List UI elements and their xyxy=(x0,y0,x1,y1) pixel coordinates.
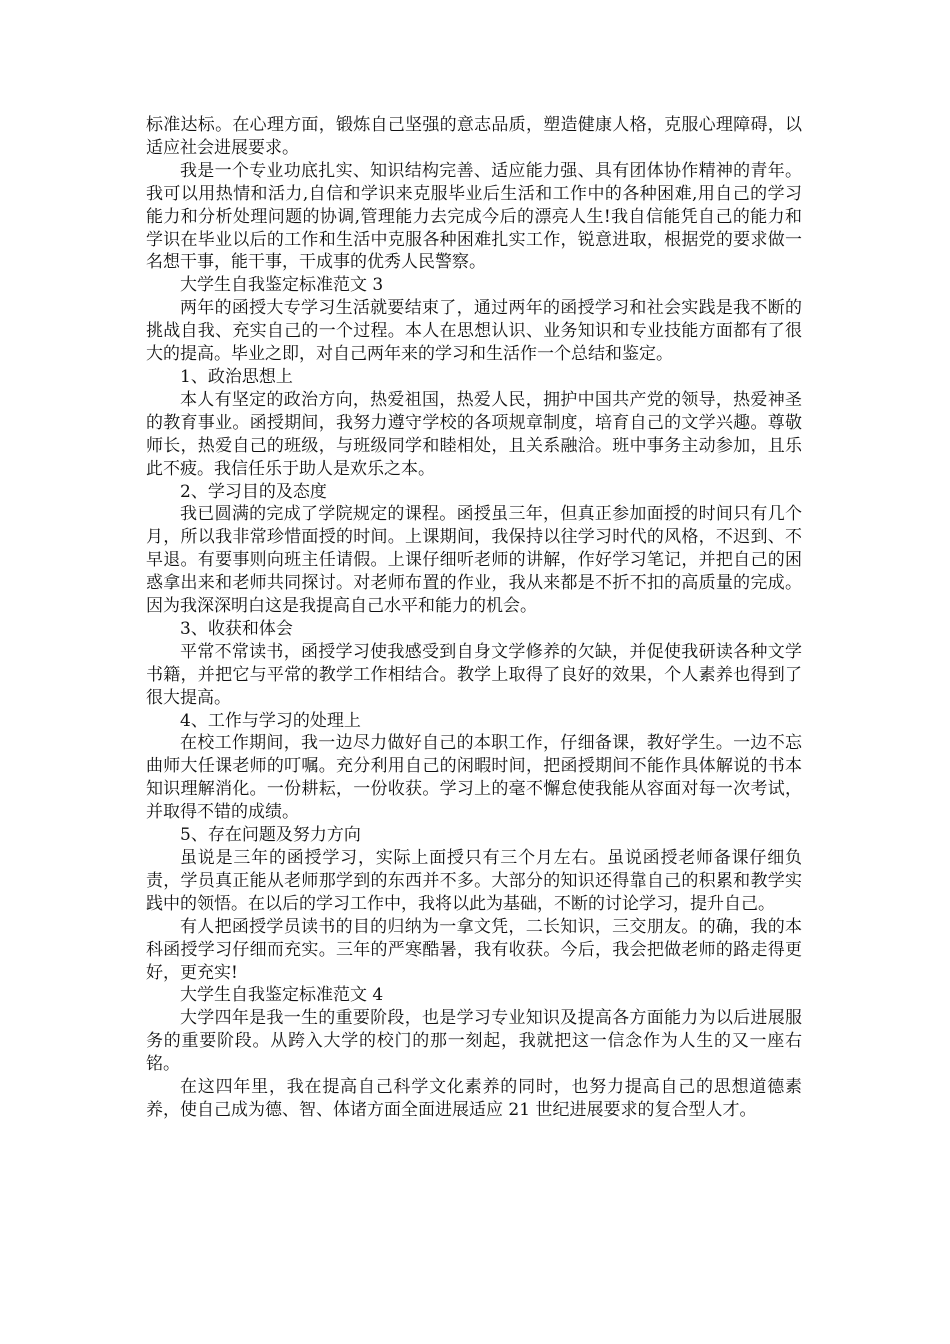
document-page xyxy=(146,114,802,1122)
subheading-problems: 5、存在问题及努力方向 xyxy=(180,825,361,846)
paragraph-7: 在校工作期间，我一边尽力做好自己的本职工作，仔细备课，教好学生。一边不忘曲师大任课老师的叮嘱。充分利用自己的闲暇时间，把函授期间不能作具体解说的书本知识理解消化。一份耕耘，一份收获。学习上的毫不懈怠使我能从容面对每一次考试，并取得不错的成绩。 xyxy=(146,733,802,823)
paragraph-4: 本人有坚定的政治方向，热爱祖国，热爱人民，拥护中国共产党的领导，热爱神圣的教育事业。函授期间，我努力遵守学校的各项规章制度，培育自己的文学兴趣。尊敬师长，热爱自己的班级，与班级同学和睦相处，且关系融洽。班中事务主动参加，且乐此不疲。我信任乐于助人是欢乐之本。 xyxy=(146,389,802,479)
paragraph-11: 在这四年里，我在提高自己科学文化素养的同时，也努力提高自己的思想道德素养，使自己成为德、智、体诸方面全面进展适应 21 世纪进展要求的复合型人才。 xyxy=(146,1077,802,1120)
section-heading-3: 大学生自我鉴定标准范文 3 xyxy=(180,275,384,296)
section-heading-4: 大学生自我鉴定标准范文 4 xyxy=(180,985,384,1006)
paragraph-1: 标准达标。在心理方面，锻炼自己坚强的意志品质，塑造健康人格，克服心理障碍，以适应社会进展要求。 xyxy=(146,115,802,158)
paragraph-2: 我是一个专业功底扎实、知识结构完善、适应能力强、具有团体协作精神的青年。我可以用热情和活力,自信和学识来克服毕业后生活和工作中的各种困难,用自己的学习能力和分析处理问题的协调,管理能力去完成今后的漂亮人生!我自信能凭自己的能力和学识在毕业以后的工作和生活中克服各种困难扎实工作，锐意进取，根据党的要求做一名想干事，能干事，干成事的优秀人民警察。 xyxy=(146,160,802,273)
subheading-study-attitude: 2、学习目的及态度 xyxy=(180,481,327,502)
subheading-work-study: 4、工作与学习的处理上 xyxy=(180,710,361,731)
paragraph-5: 我已圆满的完成了学院规定的课程。函授虽三年，但真正参加面授的时间只有几个月，所以我非常珍惜面授的时间。上课期间，我保持以往学习时代的风格，不迟到、不早退。有要事则向班主任请假。上课仔细听老师的讲解，作好学习笔记，并把自己的困惑拿出来和老师共同探讨。对老师布置的作业，我从来都是不折不扣的高质量的完成。因为我深深明白这是我提高自己水平和能力的机会。 xyxy=(146,504,802,617)
paragraph-9: 有人把函授学员读书的目的归纳为一拿文凭，二长知识，三交朋友。的确，我的本科函授学习仔细而充实。三年的严寒酷暑，我有收获。今后，我会把做老师的路走得更好，更充实! xyxy=(146,916,802,983)
subheading-gains: 3、收获和体会 xyxy=(180,618,293,639)
subheading-politics: 1、政治思想上 xyxy=(180,366,293,387)
paragraph-6: 平常不常读书，函授学习使我感受到自身文学修养的欠缺，并促使我研读各种文学书籍，并把它与平常的教学工作相结合。教学上取得了良好的效果，个人素养也得到了很大提高。 xyxy=(146,641,802,708)
paragraph-3: 两年的函授大专学习生活就要结束了，通过两年的函授学习和社会实践是我不断的挑战自我、充实自己的一个过程。本人在思想认识、业务知识和专业技能方面都有了很大的提高。毕业之即，对自己两年来的学习和生活作一个总结和鉴定。 xyxy=(146,298,802,365)
paragraph-8: 虽说是三年的函授学习，实际上面授只有三个月左右。虽说函授老师备课仔细负责，学员真正能从老师那学到的东西并不多。大部分的知识还得靠自己的积累和教学实践中的领悟。在以后的学习工作中，我将以此为基础，不断的讨论学习，提升自己。 xyxy=(146,848,802,914)
paragraph-10: 大学四年是我一生的重要阶段，也是学习专业知识及提高各方面能力为以后进展服务的重要阶段。从跨入大学的校门的那一刻起，我就把这一信念作为人生的又一座右铭。 xyxy=(146,1008,802,1075)
